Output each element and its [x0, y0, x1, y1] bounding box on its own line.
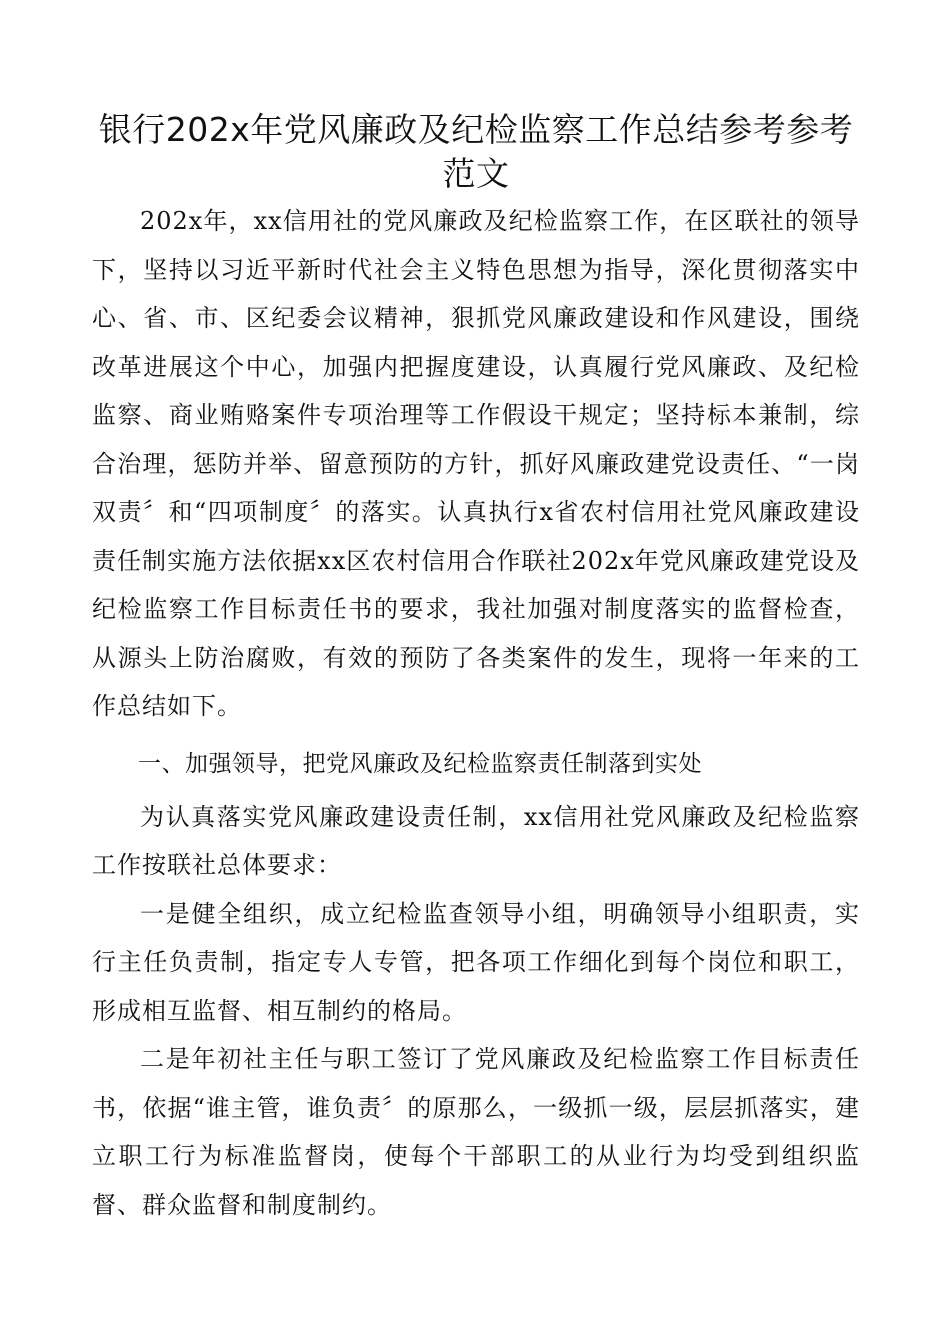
document-page	[92, 108, 860, 1229]
section-1-paragraph-1: 为认真落实党风廉政建设责任制，xx信用社党风廉政及纪检监察工作按联社总体要求：	[92, 802, 860, 879]
document-title: 银行202x年党风廉政及纪检监察工作总结参考参考范文	[98, 110, 854, 193]
section-1-heading: 一、加强领导，把党风廉政及纪检监察责任制落到实处	[138, 750, 702, 777]
section-1-paragraph-3: 二是年初社主任与职工签订了党风廉政及纪检监察工作目标责任书，依据“谁主管，谁负责〞的原那么，一级抓一级，层层抓落实，建立职工行为标准监督岗，使每个干部职工的从业行为均受到组织监督、群众监督和制度制约。	[92, 1045, 860, 1219]
section-1-paragraph-2: 一是健全组织，成立纪检监查领导小组，明确领导小组职责，实行主任负责制，指定专人专管，把各项工作细化到每个岗位和职工，形成相互监督、相互制约的格局。	[92, 899, 860, 1025]
intro-paragraph: 202x年，xx信用社的党风廉政及纪检监察工作，在区联社的领导下，坚持以习近平新时代社会主义特色思想为指导，深化贯彻落实中心、省、市、区纪委会议精神，狠抓党风廉政建设和作风建设，围绕改革进展这个中心，加强内把握度建设，认真履行党风廉政、及纪检监察、商业贿赂案件专项治理等工作假设干规定；坚持标本兼制，综合治理，惩防并举、留意预防的方针，抓好风廉政建党设责任、“一岗双责〞和“四项制度〞的落实。认真执行x省农村信用社党风廉政建设责任制实施方法依据xx区农村信用合作联社202x年党风廉政建党设及纪检监察工作目标责任书的要求，我社加强对制度落实的监督检查，从源头上防治腐败，有效的预防了各类案件的发生，现将一年来的工作总结如下。	[92, 207, 860, 720]
